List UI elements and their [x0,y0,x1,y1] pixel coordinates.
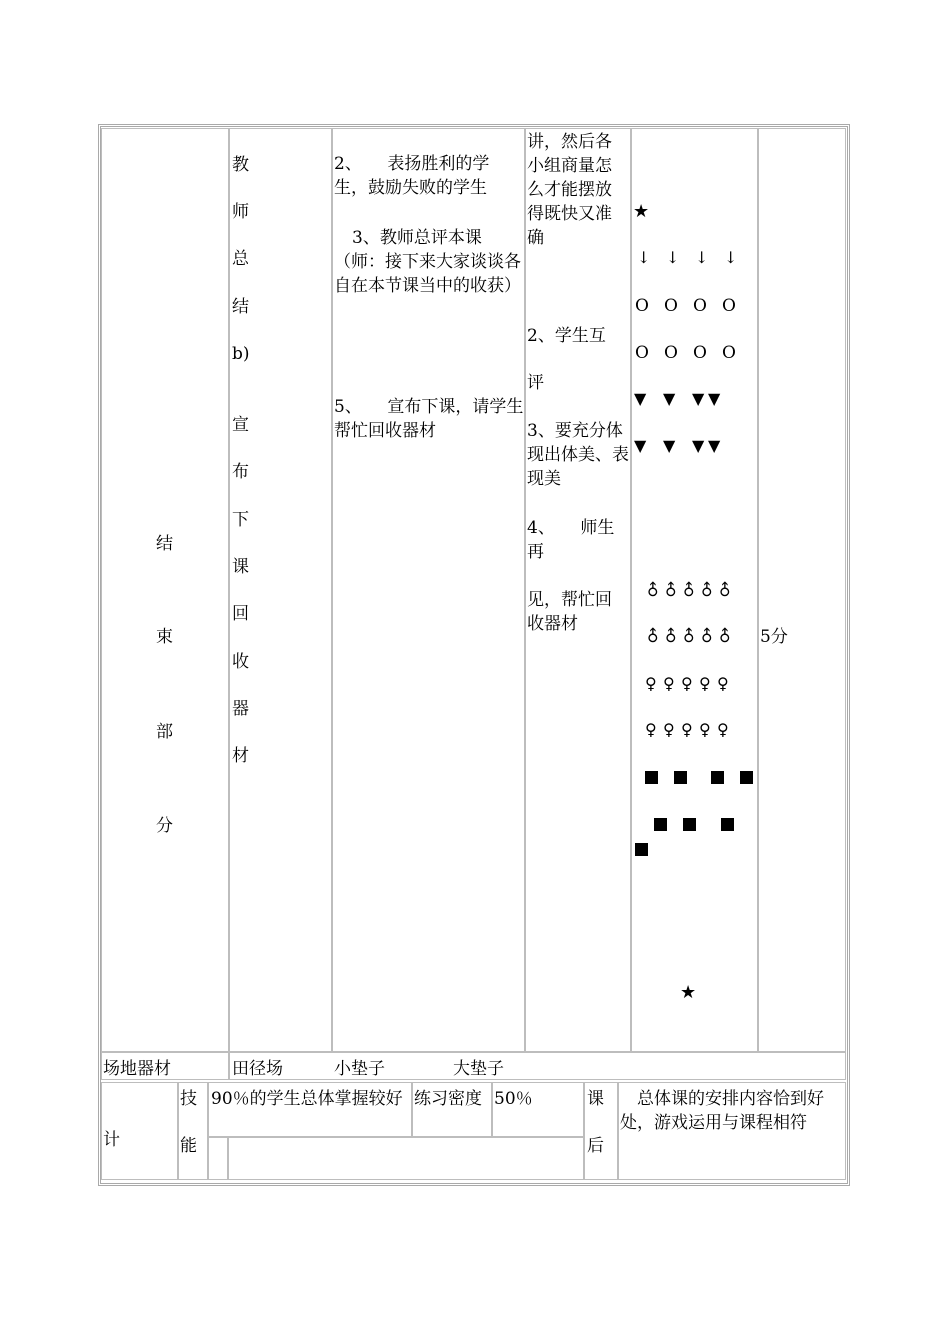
square-icon [635,843,648,856]
square-icon [721,818,734,831]
mastery-text: 90％的学生总体掌握较好 [211,1089,403,1109]
male-icon: ♂ [641,577,666,602]
circle-icon: O [722,343,736,363]
student-text-1: 讲，然后各小组商量怎么才能摆放得既快又准确 [527,132,612,248]
teacher-char: b) [232,344,250,364]
triangle-down-icon: ▼ [634,436,647,455]
density-value: 50％ [494,1089,533,1109]
male-icon: ♂ [641,623,666,648]
male-icon: ♂ [713,623,738,648]
blank-cell-small [208,1137,228,1180]
skill-char: 能 [180,1136,197,1156]
arrow-down-icon: ↓ [666,248,680,267]
time-cell [758,128,846,1052]
square-icon [674,771,687,784]
female-icon: ♀ [645,720,658,739]
arrow-down-icon: ↓ [637,248,651,267]
teacher-char: 布 [232,462,249,482]
equipment-value: 田径场 小垫子 大垫子 [232,1059,504,1079]
circle-icon: O [664,343,678,363]
teacher-char: 下 [232,510,249,530]
time-value: 5分 [760,627,788,647]
female-icon: ♀ [663,720,676,739]
male-icon: ♂ [695,577,720,602]
teacher-char: 器 [232,699,249,719]
male-icon: ♂ [695,623,720,648]
section-title-char: 束 [156,627,173,647]
circle-icon: O [635,343,649,363]
male-icon: ♂ [659,577,684,602]
content-item-3: 3、教师总评本课 [352,228,482,248]
student-text-2b: 评 [527,373,544,393]
circle-icon: O [722,296,736,316]
star-icon: ★ [633,201,650,222]
arrow-down-icon: ↓ [724,248,738,267]
square-icon [654,818,667,831]
triangle-down-icon: ▼ [708,389,721,408]
student-text-5: 见，帮忙回收器材 [527,590,612,634]
male-icon: ♂ [677,623,702,648]
female-icon: ♀ [663,674,676,693]
circle-icon: O [635,296,649,316]
female-icon: ♀ [717,720,730,739]
triangle-down-icon: ▼ [663,436,676,455]
density-label: 练习密度 [414,1089,482,1109]
triangle-down-icon: ▼ [692,389,705,408]
after-class-char: 后 [587,1136,604,1156]
teacher-char: 总 [232,249,249,269]
section-title-char: 结 [156,534,173,554]
student-text-4b: 再 [527,542,544,562]
student-text-4a: 4、 师生 [527,518,615,538]
content-item-2: 2、 表扬胜利的学生，鼓励失败的学生 [334,154,490,198]
section-title-cell [101,128,229,1052]
blank-cell-wide [228,1137,584,1180]
square-icon [645,771,658,784]
square-icon [740,771,753,784]
square-icon [683,818,696,831]
male-icon: ♂ [677,577,702,602]
triangle-down-icon: ▼ [663,389,676,408]
teacher-char: 收 [232,652,249,672]
teacher-char: 课 [232,557,249,577]
ji-label: 计 [103,1130,120,1150]
teacher-char: 材 [232,746,249,766]
equipment-label: 场地器材 [103,1059,171,1079]
square-icon [711,771,724,784]
section-title-char: 分 [156,816,173,836]
student-text-2a: 2、学生互 [527,326,606,346]
female-icon: ♀ [699,674,712,693]
female-icon: ♀ [681,674,694,693]
teacher-char: 师 [232,202,249,222]
section-title-char: 部 [156,722,173,742]
circle-icon: O [664,296,678,316]
content-item-3-note: （师：接下来大家谈谈各自在本节课当中的收获） [334,252,521,296]
star-icon: ★ [680,982,697,1003]
teacher-char: 结 [232,297,249,317]
student-text-3: 3、要充分体现出体美、表现美 [527,421,629,489]
female-icon: ♀ [699,720,712,739]
teacher-char: 回 [232,604,249,624]
skill-char: 技 [180,1089,197,1109]
teacher-char: 教 [232,155,249,175]
male-icon: ♂ [713,577,738,602]
circle-icon: O [693,343,707,363]
female-icon: ♀ [645,674,658,693]
teacher-char: 宣 [232,415,249,435]
arrow-down-icon: ↓ [695,248,709,267]
circle-icon: O [693,296,707,316]
triangle-down-icon: ▼ [634,389,647,408]
triangle-down-icon: ▼ [708,436,721,455]
reflection-text: 总体课的安排内容恰到好处，游戏运用与课程相符 [620,1089,824,1133]
male-icon: ♂ [659,623,684,648]
female-icon: ♀ [717,674,730,693]
after-class-char: 课 [587,1089,604,1109]
content-item-5: 5、 宣布下课，请学生帮忙回收器材 [334,397,524,441]
female-icon: ♀ [681,720,694,739]
triangle-down-icon: ▼ [692,436,705,455]
